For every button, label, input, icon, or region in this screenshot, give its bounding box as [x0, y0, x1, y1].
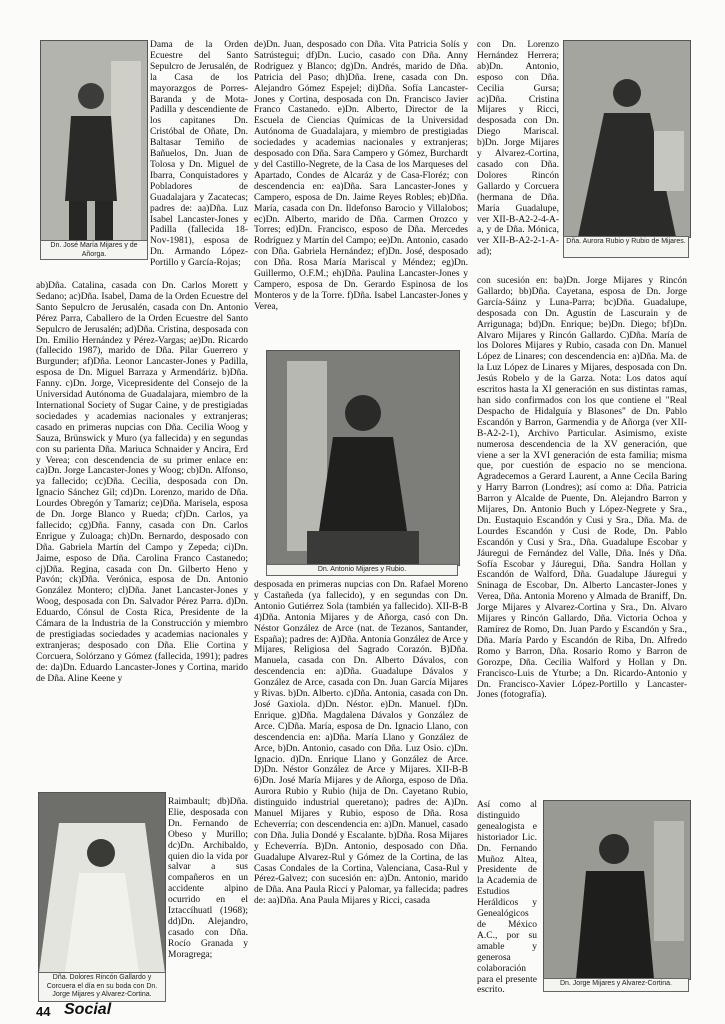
article-paragraph: con Dn. Lorenzo Hernández Herrera; ab)Dn. Antonio, esposo con Dña. Cecilia Gursa; ac)Dña. Cristina Mijares y Ricci, desposada con Dn. Diego Mariscal. b)Dn. Jorge Mijares y Alvarez-Cortina, casado con Dña. Dolores Rincón Gallardo y Corcuera (hermana de Dña. María Guadalupe, ver XII-B-A2-2-4-A-a, y de Dña. Mónica, ver XII-B-A2-2-1-A-ad);: [477, 40, 559, 258]
article-paragraph: Raimbault; db)Dña. Elie, desposada con Dn. Fernando de Obeso y Murillo; dc)Dn. Archibaldo, quien dio la vida por salvar a sus compañeros en un accidente alpino ocurrido en el Iztaccíhuatl (1968); dd)Dn. Alejandro, casado con Dña. Rocío Granada y Moragrega;: [168, 797, 248, 960]
article-paragraph: Dama de la Orden Ecuestre del Santo Sepulcro de Jerusalén, de la Casa de los mayorazgos de Porres-Baranda y de Mota-Padilla y descendiente de los capitanes Dn. Cristóbal de Oñate, Dn. Baltasar Temiño de Bañuelos, Dn. Juan de Tolosa y Dn. Miguel de Ibarra, Conquistadores y Pobladores de Guadalajara y Zacatecas; padres de: aa)Dña. Luz Isabel Lancaster-Jones y Padilla (fallecida 18-Nov-1981), esposa de Dn. Armando López-Portillo y García-Rojas;: [150, 40, 248, 269]
column-2-top-text: [254, 40, 468, 346]
article-paragraph: con sucesión en: ba)Dn. Jorge Mijares y Rincón Gallardo; bb)Dña. Cayetana, esposa de Dn. Jorge García-Sáinz y Luna-Parra; bc)Dña. Guadalupe, desposada con Dn. Agustín de Lascurain y de Arrigunaga; bd)Dn. Enrique; be)Dn. Diego; bf)Dn. Alvaro Mijares y Rincón Gallardo. C)Dña. María de los Dolores Mijares y Rubio, casada con Dn. Manuel López de Linares; con descendencia en: a)Dña. Ma. de la Luz López de Linares y Mijares, desposada con Dn. Jesús Robelo y de la Garza. Nota: Los datos aquí escritos hasta la XI generación en sus distintas ramas, han sido confirmados con los que contiene el "Real Despacho de Hidalguía y Blasones" de Dn. Pablo Escandón y Barron, Garmendia y de Añorga (ver XII-B-A2-2-1), Archivo Particular. Asimismo, existe numerosa descendencia de la XV generación, que viene a ser la XVI generación de esta familia; misma que, por cuestión de espacio no se menciona. Agradecemos a Gerard Laurent, a Anne Cecila Baring y Harry Barron (Londres); así como a: Dña. Patricia Barron y Alcalde de Puente, Dn. Alejandro Barron y Mijares, Dn. Antonio Buch y López-Negrete y Sra., Dn. Eustaquio Escandón y Cusi y Sra., Dña. Ma. de Lourdes Escandón y Cusi de Rode, Dn. Pablo Escandón y Cusi y Sra., Dña. Guadalupe Escobar y Jáuregui de Fernández del Valle, Dña. Inés y Dña. Sofía Escobar y Jáuregui, Dña. Sandra Hollan y Escandón de Walford, Dña. Guadalupe Jáuregui y Sninaga de Escobar, Dn. Alberto Lancaster-Jones y Verea, Dña. Antonia Moreno y Almada de Braniff, Dn. Jorge Mijares y Alvarez-Cortina y Sra., Dn. Alvaro Mijares y Rincón Gallardo, Dña. Victoria Ochoa y Ramírez de Romo, Dn. Juan Pardo y Escandón y Sra., Dña. María Pardo y Escandón de Riba, Dn. Alfredo Romo y Barron, Dña. Rosario Romo y Barron de Gorozpe, Dña. Cecilia Walford y Hollan y Dn. Francisco-Luis de Yturbe; a Dn. Ricardo-Antonio y Dn. Francisco-Xavier López-Portillo y Lancaster-Jones (fotografía).: [477, 276, 687, 701]
magazine-logo: Social: [64, 1001, 112, 1018]
photo-caption: Dn. José María Mijares y de Añorga.: [40, 240, 148, 260]
portrait-photo-bride: [38, 792, 166, 974]
portrait-photo-woman: [563, 40, 691, 238]
article-paragraph: Así como al distinguido genealogista e historiador Lic. Dn. Fernando Muñoz Altea, Presidente de la Academia de Estudios Heráldicos y Genealógicos de México A.C., por su amable y generosa colaboración para el presente escrito.: [477, 800, 537, 996]
portrait-photo-man: [40, 40, 148, 242]
column-3-top-text: [477, 40, 559, 276]
page-number: 44: [36, 1004, 51, 1019]
portrait-photo-seated-man: [266, 350, 460, 566]
photo-caption: Dña. Aurora Rubio y Rubio de Mijares.: [563, 236, 689, 258]
photo-caption: Dn. Jorge Mijares y Alvarez-Cortina.: [543, 978, 689, 992]
article-paragraph: desposada en primeras nupcias con Dn. Rafael Moreno y Castañeda (ya fallecido), y en segundas con Dn. Antonio Gutiérrez Sola (también ya fallecido). XII-B-B 4)Dña. Antonia Mijares y de Añorga, casó con Dn. Néstor González de Arce (nat. de Tezanos, Santander, España); padres de: A)Dña. Antonia González de Arce y Mijares, Religiosa del Sagrado Corazón. B)Dña. Manuela, casada con Dn. Alberto Dávalos, con descendencia en: a)Dña. Guadalupe Dávalos y González de Arce, casada con Dn. Juan García Mijares y Rivas. b)Dn. Alberto. c)Dña. Antonia, casada con Dn. José Gaxiola. d)Dn. Néstor. e)Dn. Manuel. f)Dn. Enrique. g)Dña. Magdalena Dávalos y González de Arce. C)Dña. María, esposa de Dn. Ignacio Llano, con descendencia en: a)Dña. María Llano y González de Arce, b)Dn. Antonio, casado con Dña. Luz Osio. c)Dn. Ignacio. d)Dn. Enrique Llano y González de Arce. D)Dn. Néstor González de Arce y Mijares. XII-B-B 6)Dn. José María Mijares y de Añorga, esposo de Dña. Aurora Rubio y Rubio (hija de Dn. Cayetano Rubio, distinguido industrial queretano); padres de: A)Dn. Manuel Mijares y Rubio, esposo de Dña. Rosa Echeverría; con descendencia en: a)Dn. Manuel, casado con Dña. Julia Dondé y Escalante. b)Dña. Rosa Mijares y Echeverría. B)Dn. Antonio, desposado con Dña. Guadalupe Alvarez-Rul y Gómez de la Cortina, de las Casas Condales de la Cortina, Valenciana, Casa-Rul y Pérez-Galvez; con sucesión en: a)Dn. Antonio, marido de Dña. Ana Paula Ricci y Palomar, ya fallecida; padres de: aa)Dña. Ana Paula Mijares y Ricci, casada: [254, 580, 468, 907]
column-2-bottom-text: [254, 580, 468, 998]
portrait-photo-man-suit: [543, 800, 691, 980]
column-3-bottom-text: [477, 800, 537, 996]
photo-caption: Dn. Antonio Mijares y Rubio.: [266, 564, 458, 576]
column-1-top-text: [150, 40, 248, 280]
column-1-body-text: [36, 281, 248, 797]
article-paragraph: de)Dn. Juan, desposado con Dña. Vita Patricia Solís y Satrústegui; df)Dn. Lucio, casado con Dña. Anny Rodríguez y Blanco; dg)Dn. Andrés, marido de Dña. Patricia del Paso; dh)Dña. Irene, casada con Dn. Alejandro Gómez Espejel; di)Dña. Sofía Lancaster-Jones y Cortina, desposada con Dn. Francisco Javier Franco Castanedo. e)Dn. Alberto, Director de la Escuela de Ciencias Químicas de la Universidad Autónoma de Guadalajara, y miembro de prestigiadas sociedades y academias nacionales y extranjeras; desposado con Dña. Sara Campero y Gómez, Burchardt y del Castillo-Negrete, de la Casa de los Marqueses del Apartado, Condes de Alcaráz y de Casa-Floréz; con descendencia en: ea)Dña. Sara Lancaster-Jones y Campero, esposa de Dn. Jaime Reyes Robles; eb)Dña. María, casada con Dn. Ildefonso Barocio y Villalobos; ec)Dn. Alberto, marido de Dña. Carmen Orozco y Torres; ed)Dn. Francisco, esposo de Dña. Mercedes Rodríguez y Martín del Campo; ee)Dn. Antonio, casado con Dña. Gabriela Hernández; ef)Dn. José, desposado con Dña. Rosa María Mariscal y Méndez; eg)Dn. Guillermo, O.F.M.; eh)Dña. Paulina Lancaster-Jones y Campero, esposa de Dn. Gerardo Espinosa de los Monteros y de la Torre. f)Dña. Isabel Lancaster-Jones y Verea,: [254, 40, 468, 312]
article-paragraph: ab)Dña. Catalina, casada con Dn. Carlos Morett y Sedano; ac)Dña. Isabel, Dama de la Orden Ecuestre del Santo Sepulcro de Jerusalén, casada con Dn. Antonio Pérez Parra, Caballero de la Orden Ecuestre del Santo Sepulcro de Jerusalén; ad)Dña. Cristina, desposada con Dn. Emilio Hernández y Pérez-Vargas; ae)Dn. Ricardo (fallecido 1987), marido de Dña. Pilar Guerrero y Burgunder; af)Dña. Leonor Lancaster-Jones y Padilla, esposa de Dn. Miguel Barraza y Armendáriz. b)Dña. Fanny. c)Dn. Jorge, Vicepresidente del Consejo de la Universidad Autónoma de Guadalajara, miembro de la International Society of Sugar Caine, y de prestigiadas sociedades y academias nacionales y extranjeras; casado en primeras nupcias con Dña. Cecilia Woog y Sauza, Brünswick y Muro (ya fallecida) y en segundas con su parienta Dña. Mariuca Schnaider y Ancira, Erd y Verea; con descendencia de su primer enlace en: ca)Dn. Jorge Lancaster-Jones y Woog; cb)Dn. Alfonso, ya fallecido; cc)Dña. Cecilia, desposada con Dn. Ignacio Sánchez Gil; cd)Dn. Lorenzo, marido de Dña. Lourdes Obregón y Tamariz; ce)Dña. Marisela, esposa de Dn. Jorge Blanco y Rueda; cf)Dn. Carlos, ya fallecido; cg)Dña. Fanny, casada con Dn. Carlos Enrigue y Zuloaga; ch)Dn. Bernardo, desposado con Dña. Gabriela Martín del Campo y Zepeda; ci)Dn. Jaime, esposo de Dña. Carolina Franco Castanedo; cj)Dña. Regina, casada con Dn. Gilberto Heno y Pavón; ck)Dña. Verónica, esposa de Dn. Antonio González Montero; cl)Dña. Janet Lancaster-Jones y Woog, desposada con Dn. Salvador Pérez Parra. d)Dn. Eduardo, Cónsul de Costa Rica, Presidente de la Cámara de la Industria de la Construcción y miembro de prestigiadas sociedades y academias nacionales y extranjeras; desposado con Dña. Elie Cortina y Corcuera, Solórzano y Gómez (fallecida, 1991); padres de: da)Dn. Eduardo Lancaster-Jones y Cortina, marido de Dña. Aline Keene y: [36, 281, 248, 684]
photo-caption: Dña. Dolores Rincón Gallardo y Corcuera el día en su boda con Dn. Jorge Mijares y Alvarez-Cortina.: [38, 972, 166, 1002]
column-1-bottom-text: [168, 797, 248, 997]
column-3-body-text: [477, 276, 687, 800]
